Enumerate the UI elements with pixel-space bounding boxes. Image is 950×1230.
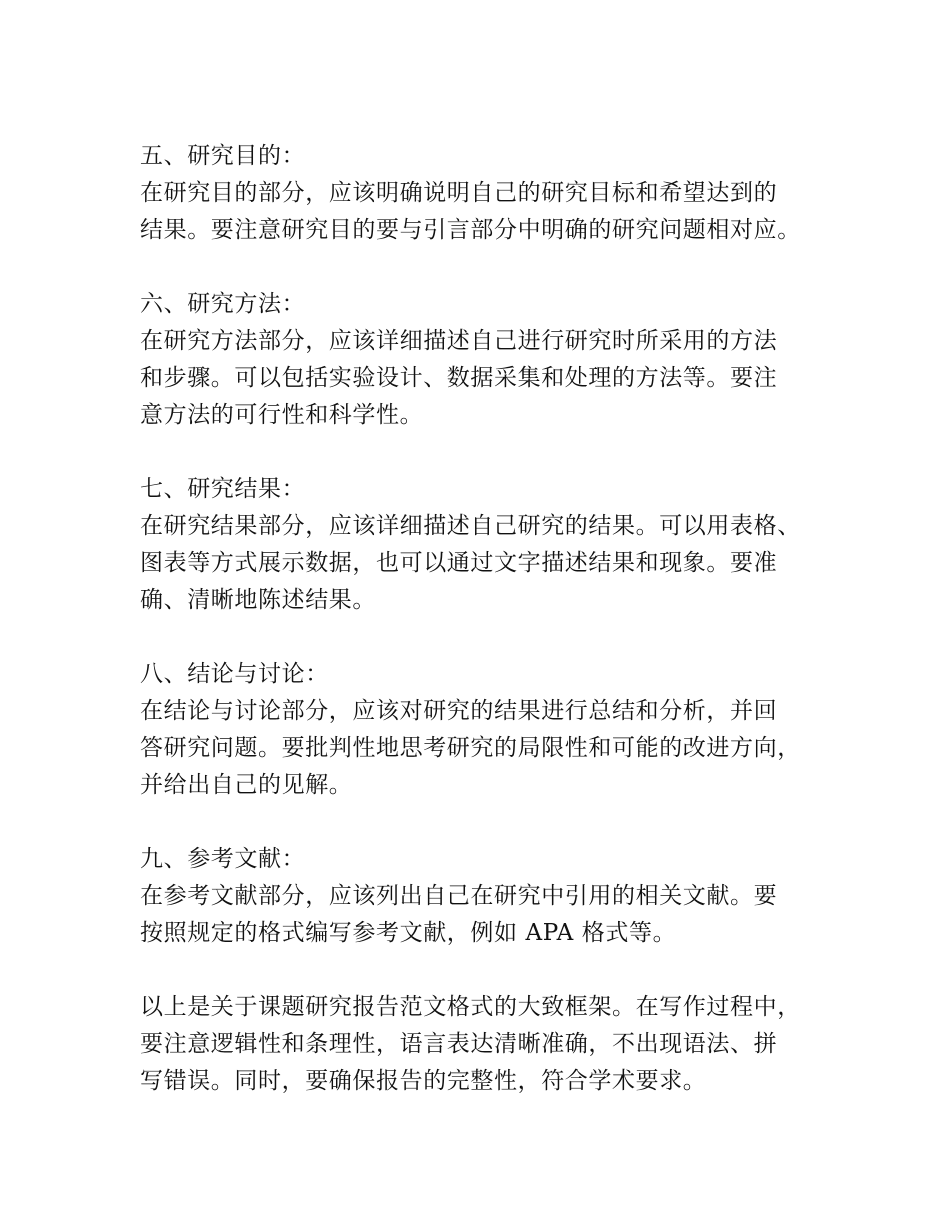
paragraph-line: 按照规定的格式编写参考文献，例如 APA 格式等。	[140, 920, 677, 946]
section-heading: 五、研究目的：	[140, 143, 306, 169]
paragraph-line: 并给出自己的见解。	[140, 772, 353, 798]
paragraph-line: 写错误。同时，要确保报告的完整性，符合学术要求。	[140, 1068, 707, 1094]
paragraph-line: 意方法的可行性和科学性。	[140, 402, 424, 428]
paragraph-line: 图表等方式展示数据，也可以通过文字描述结果和现象。要准	[140, 550, 778, 576]
paragraph-line: 在研究目的部分，应该明确说明自己的研究目标和希望达到的	[140, 180, 778, 206]
section-conclusion-discussion	[140, 656, 840, 804]
paragraph-line: 在研究方法部分，应该详细描述自己进行研究时所采用的方法	[140, 328, 778, 354]
section-paragraph	[140, 323, 840, 434]
document-body	[140, 138, 840, 1137]
summary-paragraph	[140, 989, 840, 1100]
paragraph-line: 以上是关于课题研究报告范文格式的大致框架。在写作过程中，	[140, 994, 801, 1020]
summary-paragraph-block	[140, 989, 840, 1100]
section-paragraph	[140, 175, 840, 249]
section-heading: 六、研究方法：	[140, 291, 306, 317]
section-paragraph	[140, 878, 840, 952]
paragraph-line: 结果。要注意研究目的要与引言部分中明确的研究问题相对应。	[140, 217, 801, 243]
section-paragraph	[140, 693, 840, 804]
section-heading: 七、研究结果：	[140, 476, 306, 502]
paragraph-line: 在研究结果部分，应该详细描述自己研究的结果。可以用表格、	[140, 513, 801, 539]
section-heading: 八、结论与讨论：	[140, 661, 329, 687]
paragraph-line: 在结论与讨论部分，应该对研究的结果进行总结和分析，并回	[140, 698, 778, 724]
paragraph-line: 在参考文献部分，应该列出自己在研究中引用的相关文献。要	[140, 883, 778, 909]
paragraph-line: 要注意逻辑性和条理性，语言表达清晰准确，不出现语法、拼	[140, 1031, 778, 1057]
paragraph-line: 答研究问题。要批判性地思考研究的局限性和可能的改进方向，	[140, 735, 801, 761]
paragraph-line: 和步骤。可以包括实验设计、数据采集和处理的方法等。要注	[140, 365, 778, 391]
section-heading: 九、参考文献：	[140, 846, 306, 872]
section-references	[140, 841, 840, 952]
section-paragraph	[140, 508, 840, 619]
paragraph-line: 确、清晰地陈述结果。	[140, 587, 376, 613]
section-research-results	[140, 471, 840, 619]
section-research-method	[140, 286, 840, 434]
section-research-purpose	[140, 138, 840, 249]
